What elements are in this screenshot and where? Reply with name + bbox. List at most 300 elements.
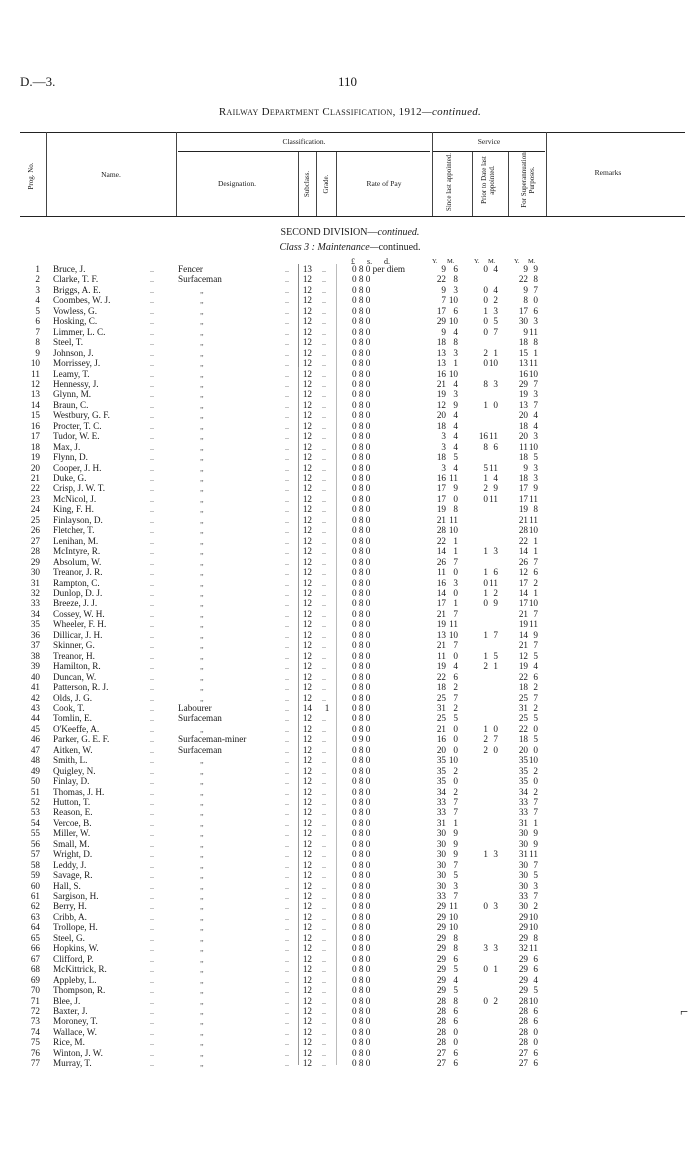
leader-dots: ..: [322, 975, 326, 985]
rate-of-pay: 0 8 0: [352, 870, 371, 881]
subclass: 12: [302, 525, 312, 536]
classification-rule: [178, 151, 430, 152]
since-last-years: 20: [436, 744, 446, 755]
since-last-months: 10: [448, 755, 458, 766]
rate-of-pay: 0 8 0: [352, 619, 371, 630]
subclass: 12: [302, 859, 312, 870]
since-last-months: 6: [453, 1047, 458, 1058]
super-years: 13: [518, 399, 528, 410]
table-row: [0, 579, 700, 588]
staff-name: Hennessy, J.: [53, 379, 99, 389]
divider: [472, 152, 473, 216]
table-row: [0, 338, 700, 347]
leader-dots: ..: [322, 818, 326, 828]
ditto-mark: „: [200, 829, 204, 839]
super-years: 29: [518, 985, 528, 995]
leader-dots: ..: [150, 494, 154, 504]
prior-years: 2: [483, 661, 488, 672]
leader-dots: ..: [150, 777, 154, 786]
ditto-mark: „: [200, 411, 204, 421]
since-last-months: 4: [453, 974, 458, 985]
subclass: 12: [302, 410, 312, 421]
super-months: 2: [533, 765, 538, 776]
prog-no: 77: [30, 1058, 40, 1069]
ditto-mark: „: [200, 996, 204, 1006]
leader-dots: ..: [285, 933, 289, 943]
super-months: 10: [528, 525, 538, 536]
leader-dots: ..: [285, 735, 289, 745]
since-last-years: 29: [436, 953, 446, 964]
leader-dots: ..: [285, 463, 289, 473]
since-last-years: 29: [436, 901, 446, 912]
subclass: 12: [302, 567, 312, 577]
division-text: SECOND DIVISION—: [280, 227, 378, 238]
since-last-months: 10: [448, 368, 458, 379]
staff-name: Murray, T.: [53, 1059, 92, 1069]
subclass: 12: [302, 452, 312, 463]
rate-of-pay: 0 8 0: [352, 744, 371, 755]
unit-years-b: Y.: [474, 258, 480, 265]
table-row: [0, 537, 700, 546]
since-last-years: 27: [436, 1058, 446, 1069]
prior-months: 0: [493, 744, 498, 755]
rate-of-pay: 0 8 0: [352, 1037, 371, 1048]
leader-dots: ..: [322, 609, 326, 619]
staff-name: Reason, E.: [53, 808, 93, 818]
leader-dots: ..: [322, 306, 326, 316]
leader-dots: ..: [150, 745, 154, 755]
rate-of-pay: 0 8 0: [352, 1005, 371, 1016]
leader-dots: ..: [285, 453, 289, 463]
prior-years: 0: [483, 901, 488, 912]
prior-months: 1: [493, 661, 498, 672]
leader-dots: ..: [285, 881, 289, 891]
super-years: 9: [523, 264, 528, 274]
super-months: 7: [533, 608, 538, 619]
leader-dots: ..: [150, 599, 154, 609]
table-row: [0, 788, 700, 797]
leader-dots: ..: [150, 620, 154, 630]
subclass: 12: [302, 316, 312, 327]
prior-months: 11: [489, 493, 498, 504]
divider: [298, 152, 299, 216]
subclass: 12: [302, 588, 312, 598]
prior-years: 8: [483, 441, 488, 452]
subclass: 12: [302, 755, 312, 766]
subclass: 12: [302, 358, 312, 369]
leader-dots: ..: [322, 724, 326, 734]
prog-no: 66: [30, 943, 40, 954]
subclass: 12: [302, 337, 312, 348]
super-years: 33: [518, 807, 528, 818]
leader-dots: ..: [150, 787, 154, 797]
table-row: [0, 798, 700, 807]
leader-dots: ..: [285, 442, 289, 452]
since-last-months: 8: [453, 932, 458, 943]
leader-dots: ..: [322, 986, 326, 995]
prior-years: 2: [483, 734, 488, 745]
prior-years: 0: [483, 326, 488, 337]
leader-dots: ..: [285, 589, 289, 598]
since-last-months: 1: [453, 598, 458, 609]
staff-name: Hamilton, R.: [53, 662, 101, 672]
prior-years: 1: [483, 567, 488, 577]
table-row: [0, 725, 700, 734]
prog-no: 61: [30, 891, 40, 901]
leader-dots: ..: [150, 317, 154, 327]
prog-no: 68: [30, 964, 40, 975]
subclass: 12: [302, 378, 312, 389]
prog-no: 16: [30, 420, 40, 431]
table-row: [0, 829, 700, 838]
class-text: Class 3 : Maintenance—: [279, 242, 379, 253]
leader-dots: ..: [285, 860, 289, 870]
prog-no: 23: [30, 493, 40, 504]
prog-no: 67: [30, 953, 40, 964]
leader-dots: ..: [150, 526, 154, 536]
super-years: 30: [518, 901, 528, 912]
prior-months: 0: [493, 723, 498, 734]
ditto-mark: „: [200, 902, 204, 912]
prog-no: 75: [30, 1037, 40, 1048]
prior-years: 5: [483, 462, 488, 473]
subclass: 12: [302, 608, 312, 619]
prog-no: 73: [30, 1016, 40, 1027]
super-months: 3: [533, 316, 538, 327]
staff-name: Quigley, N.: [53, 766, 96, 776]
since-last-years: 31: [436, 817, 446, 828]
leader-dots: ..: [150, 954, 154, 964]
since-last-years: 16: [436, 473, 446, 483]
since-last-months: 0: [453, 723, 458, 734]
prog-no: 35: [30, 619, 40, 630]
since-last-years: 28: [436, 1005, 446, 1016]
staff-name: Moroney, T.: [53, 1017, 98, 1027]
leader-dots: ..: [150, 359, 154, 369]
leader-dots: ..: [322, 411, 326, 421]
table-row: [0, 328, 700, 337]
super-months: 8: [533, 337, 538, 348]
rate-of-pay: 0 8 0: [352, 535, 371, 546]
staff-name: Appleby, L.: [53, 975, 97, 985]
table-row: [0, 443, 700, 452]
super-years: 18: [518, 420, 528, 431]
leader-dots: ..: [322, 285, 326, 295]
since-last-months: 2: [453, 786, 458, 797]
leader-dots: ..: [150, 1059, 154, 1069]
ditto-mark: „: [200, 557, 204, 567]
prog-no: 13: [30, 389, 40, 400]
prog-no: 4: [35, 295, 40, 306]
super-years: 14: [518, 588, 528, 598]
since-last-months: 10: [448, 922, 458, 933]
class-suffix: continued.: [378, 242, 421, 253]
leader-dots: ..: [285, 630, 289, 640]
super-months: 1: [533, 588, 538, 598]
leader-dots: ..: [150, 630, 154, 640]
header-service: Service: [477, 137, 501, 146]
rate-of-pay: 0 8 0: [352, 556, 371, 567]
staff-name: Thompson, R.: [53, 986, 106, 995]
rate-of-pay: 0 8 0: [352, 483, 371, 494]
rate-of-pay: 0 8 0: [352, 985, 371, 995]
leader-dots: ..: [285, 766, 289, 776]
since-last-years: 21: [436, 514, 446, 525]
since-last-months: 2: [453, 765, 458, 776]
table-row: [0, 673, 700, 682]
super-years: 18: [518, 734, 528, 745]
rate-of-pay: 0 8 0: [352, 378, 371, 389]
prog-no: 74: [30, 1026, 40, 1037]
table-row: [0, 902, 700, 911]
leader-dots: ..: [150, 986, 154, 995]
prog-no: 1: [35, 264, 40, 274]
staff-name: Wheeler, F. H.: [53, 620, 107, 630]
staff-name: Dillicar, J. H.: [53, 630, 103, 640]
ditto-mark: „: [200, 766, 204, 776]
division-suffix: continued.: [377, 227, 420, 238]
super-months: 1: [533, 546, 538, 557]
table-row: [0, 756, 700, 765]
prior-years: 1: [483, 305, 488, 316]
super-years: 27: [518, 1047, 528, 1058]
since-last-years: 25: [436, 713, 446, 724]
since-last-years: 19: [436, 389, 446, 400]
since-last-years: 28: [436, 1016, 446, 1027]
unit-pence: d.: [384, 257, 390, 266]
rate-of-pay: 0 8 0: [352, 817, 371, 828]
super-years: 14: [518, 546, 528, 557]
prog-no: 31: [30, 577, 40, 588]
leader-dots: ..: [285, 986, 289, 995]
since-last-months: 4: [453, 462, 458, 473]
since-last-years: 30: [436, 849, 446, 860]
since-last-years: 18: [436, 452, 446, 463]
staff-name: Procter, T. C.: [53, 421, 102, 431]
staff-name: Rampton, C.: [53, 578, 100, 588]
leader-dots: ..: [150, 515, 154, 525]
super-months: 5: [533, 713, 538, 724]
prior-months: 11: [489, 431, 498, 442]
leader-dots: ..: [285, 327, 289, 337]
super-years: 19: [518, 619, 528, 630]
super-years: 9: [523, 326, 528, 337]
since-last-months: 9: [453, 838, 458, 849]
subclass: 12: [302, 305, 312, 316]
prior-months: 3: [493, 305, 498, 316]
super-years: 12: [518, 567, 528, 577]
ditto-mark: „: [200, 787, 204, 797]
prog-no: 17: [30, 431, 40, 442]
prog-no: 2: [35, 274, 40, 285]
designation: Fencer: [178, 265, 203, 274]
since-last-months: 3: [453, 577, 458, 588]
super-years: 18: [518, 473, 528, 483]
ditto-mark: „: [200, 536, 204, 546]
subclass: 12: [302, 483, 312, 494]
prior-months: 2: [493, 588, 498, 598]
staff-name: Fletcher, T.: [53, 526, 95, 536]
ditto-mark: „: [200, 923, 204, 933]
table-row: [0, 275, 700, 284]
ditto-mark: „: [200, 379, 204, 389]
leader-dots: ..: [322, 589, 326, 598]
leader-dots: ..: [150, 1048, 154, 1058]
leader-dots: ..: [150, 944, 154, 954]
staff-name: McNicol, J.: [53, 494, 97, 504]
leader-dots: ..: [285, 296, 289, 306]
ditto-mark: „: [200, 641, 204, 651]
super-months: 6: [533, 305, 538, 316]
super-months: 11: [529, 493, 538, 504]
page-title: [0, 106, 700, 118]
leader-dots: ..: [285, 484, 289, 494]
super-months: 7: [533, 859, 538, 870]
table-row: [0, 850, 700, 859]
since-last-years: 35: [436, 755, 446, 766]
prog-no: 76: [30, 1047, 40, 1058]
super-years: 26: [518, 556, 528, 567]
since-last-months: 0: [453, 734, 458, 745]
staff-name: Clifford, P.: [53, 954, 94, 964]
since-last-months: 4: [453, 326, 458, 337]
prior-months: 11: [489, 577, 498, 588]
leader-dots: ..: [150, 265, 154, 274]
ditto-mark: „: [200, 568, 204, 577]
table-row: [0, 641, 700, 650]
prog-no: 12: [30, 378, 40, 389]
staff-name: Absolum, W.: [53, 557, 102, 567]
leader-dots: ..: [285, 338, 289, 348]
super-months: 5: [533, 985, 538, 995]
since-last-months: 0: [453, 493, 458, 504]
rate-of-pay: 0 8 0: [352, 838, 371, 849]
since-last-years: 19: [436, 504, 446, 515]
super-years: 30: [518, 838, 528, 849]
ditto-mark: „: [200, 1017, 204, 1027]
ditto-mark: „: [200, 797, 204, 807]
super-months: 0: [533, 776, 538, 786]
leader-dots: ..: [285, 902, 289, 912]
class-heading: [0, 242, 700, 253]
since-last-months: 9: [453, 483, 458, 494]
ditto-mark: „: [200, 1038, 204, 1048]
ditto-mark: „: [200, 672, 204, 682]
table-row: [0, 453, 700, 462]
rate-of-pay: 0 8 0: [352, 337, 371, 348]
ditto-mark: „: [200, 505, 204, 515]
leader-dots: ..: [285, 651, 289, 661]
prog-no: 8: [35, 337, 40, 348]
since-last-months: 5: [453, 964, 458, 975]
since-last-years: 11: [437, 650, 446, 661]
super-years: 8: [523, 295, 528, 306]
prog-no: 53: [30, 807, 40, 818]
super-months: 7: [533, 399, 538, 410]
since-last-years: 33: [436, 891, 446, 901]
rate-of-pay: 0 8 0: [352, 389, 371, 400]
prog-no: 52: [30, 796, 40, 807]
prog-no: 70: [30, 985, 40, 995]
leader-dots: ..: [285, 839, 289, 849]
staff-name: Limmer, L. C.: [53, 327, 106, 337]
leader-dots: ..: [285, 808, 289, 818]
leader-dots: ..: [150, 1038, 154, 1048]
super-months: 11: [529, 514, 538, 525]
designation: Surfaceman-miner: [178, 735, 247, 745]
prog-no: 29: [30, 556, 40, 567]
ditto-mark: „: [200, 306, 204, 316]
prior-months: 3: [493, 546, 498, 557]
table-row: [0, 882, 700, 891]
leader-dots: ..: [150, 1027, 154, 1037]
super-months: 0: [533, 744, 538, 755]
super-years: 29: [518, 953, 528, 964]
table-row: [0, 317, 700, 326]
subclass: 12: [302, 462, 312, 473]
leader-dots: ..: [322, 996, 326, 1006]
ditto-mark: „: [200, 954, 204, 964]
leader-dots: ..: [322, 860, 326, 870]
since-last-years: 22: [436, 274, 446, 285]
subclass: 12: [302, 504, 312, 515]
leader-dots: ..: [285, 505, 289, 515]
leader-dots: ..: [150, 453, 154, 463]
subclass: 12: [302, 629, 312, 640]
ditto-mark: „: [200, 369, 204, 379]
title-text: Railway Department Classification, 1912: [218, 106, 422, 118]
prior-months: 3: [493, 943, 498, 954]
prior-years: 1: [483, 473, 488, 483]
table-row: [0, 871, 700, 880]
prior-months: 1: [493, 964, 498, 975]
subclass: 12: [302, 870, 312, 881]
leader-dots: ..: [322, 359, 326, 369]
rate-of-pay: 0 8 0: [352, 316, 371, 327]
staff-name: Cossey, W. H.: [53, 609, 105, 619]
prog-no: 46: [30, 734, 40, 745]
prog-no: 32: [30, 588, 40, 598]
since-last-years: 33: [436, 796, 446, 807]
table-row: [0, 422, 700, 431]
ditto-mark: „: [200, 777, 204, 786]
since-last-months: 0: [453, 567, 458, 577]
super-months: 6: [533, 1005, 538, 1016]
ditto-mark: „: [200, 850, 204, 860]
subclass: 12: [302, 368, 312, 379]
subclass: 12: [302, 682, 312, 692]
staff-name: Tudor, W. E.: [53, 432, 100, 442]
table-row: [0, 923, 700, 932]
staff-name: Olds, J. G.: [53, 693, 93, 703]
table-row: [0, 767, 700, 776]
rate-of-pay: 0 8 0: [352, 368, 371, 379]
since-last-months: 9: [453, 849, 458, 860]
prior-years: 1: [483, 629, 488, 640]
subclass: 12: [302, 546, 312, 557]
designation: Surfaceman: [178, 745, 222, 755]
super-years: 13: [518, 358, 528, 369]
super-years: 31: [518, 702, 528, 713]
table-row: [0, 714, 700, 723]
leader-dots: ..: [150, 484, 154, 494]
staff-name: Patterson, R. J.: [53, 683, 109, 692]
header-name: Name.: [101, 170, 121, 179]
since-last-months: 11: [449, 514, 458, 525]
since-last-months: 10: [448, 316, 458, 327]
super-months: 6: [533, 567, 538, 577]
leader-dots: ..: [322, 505, 326, 515]
